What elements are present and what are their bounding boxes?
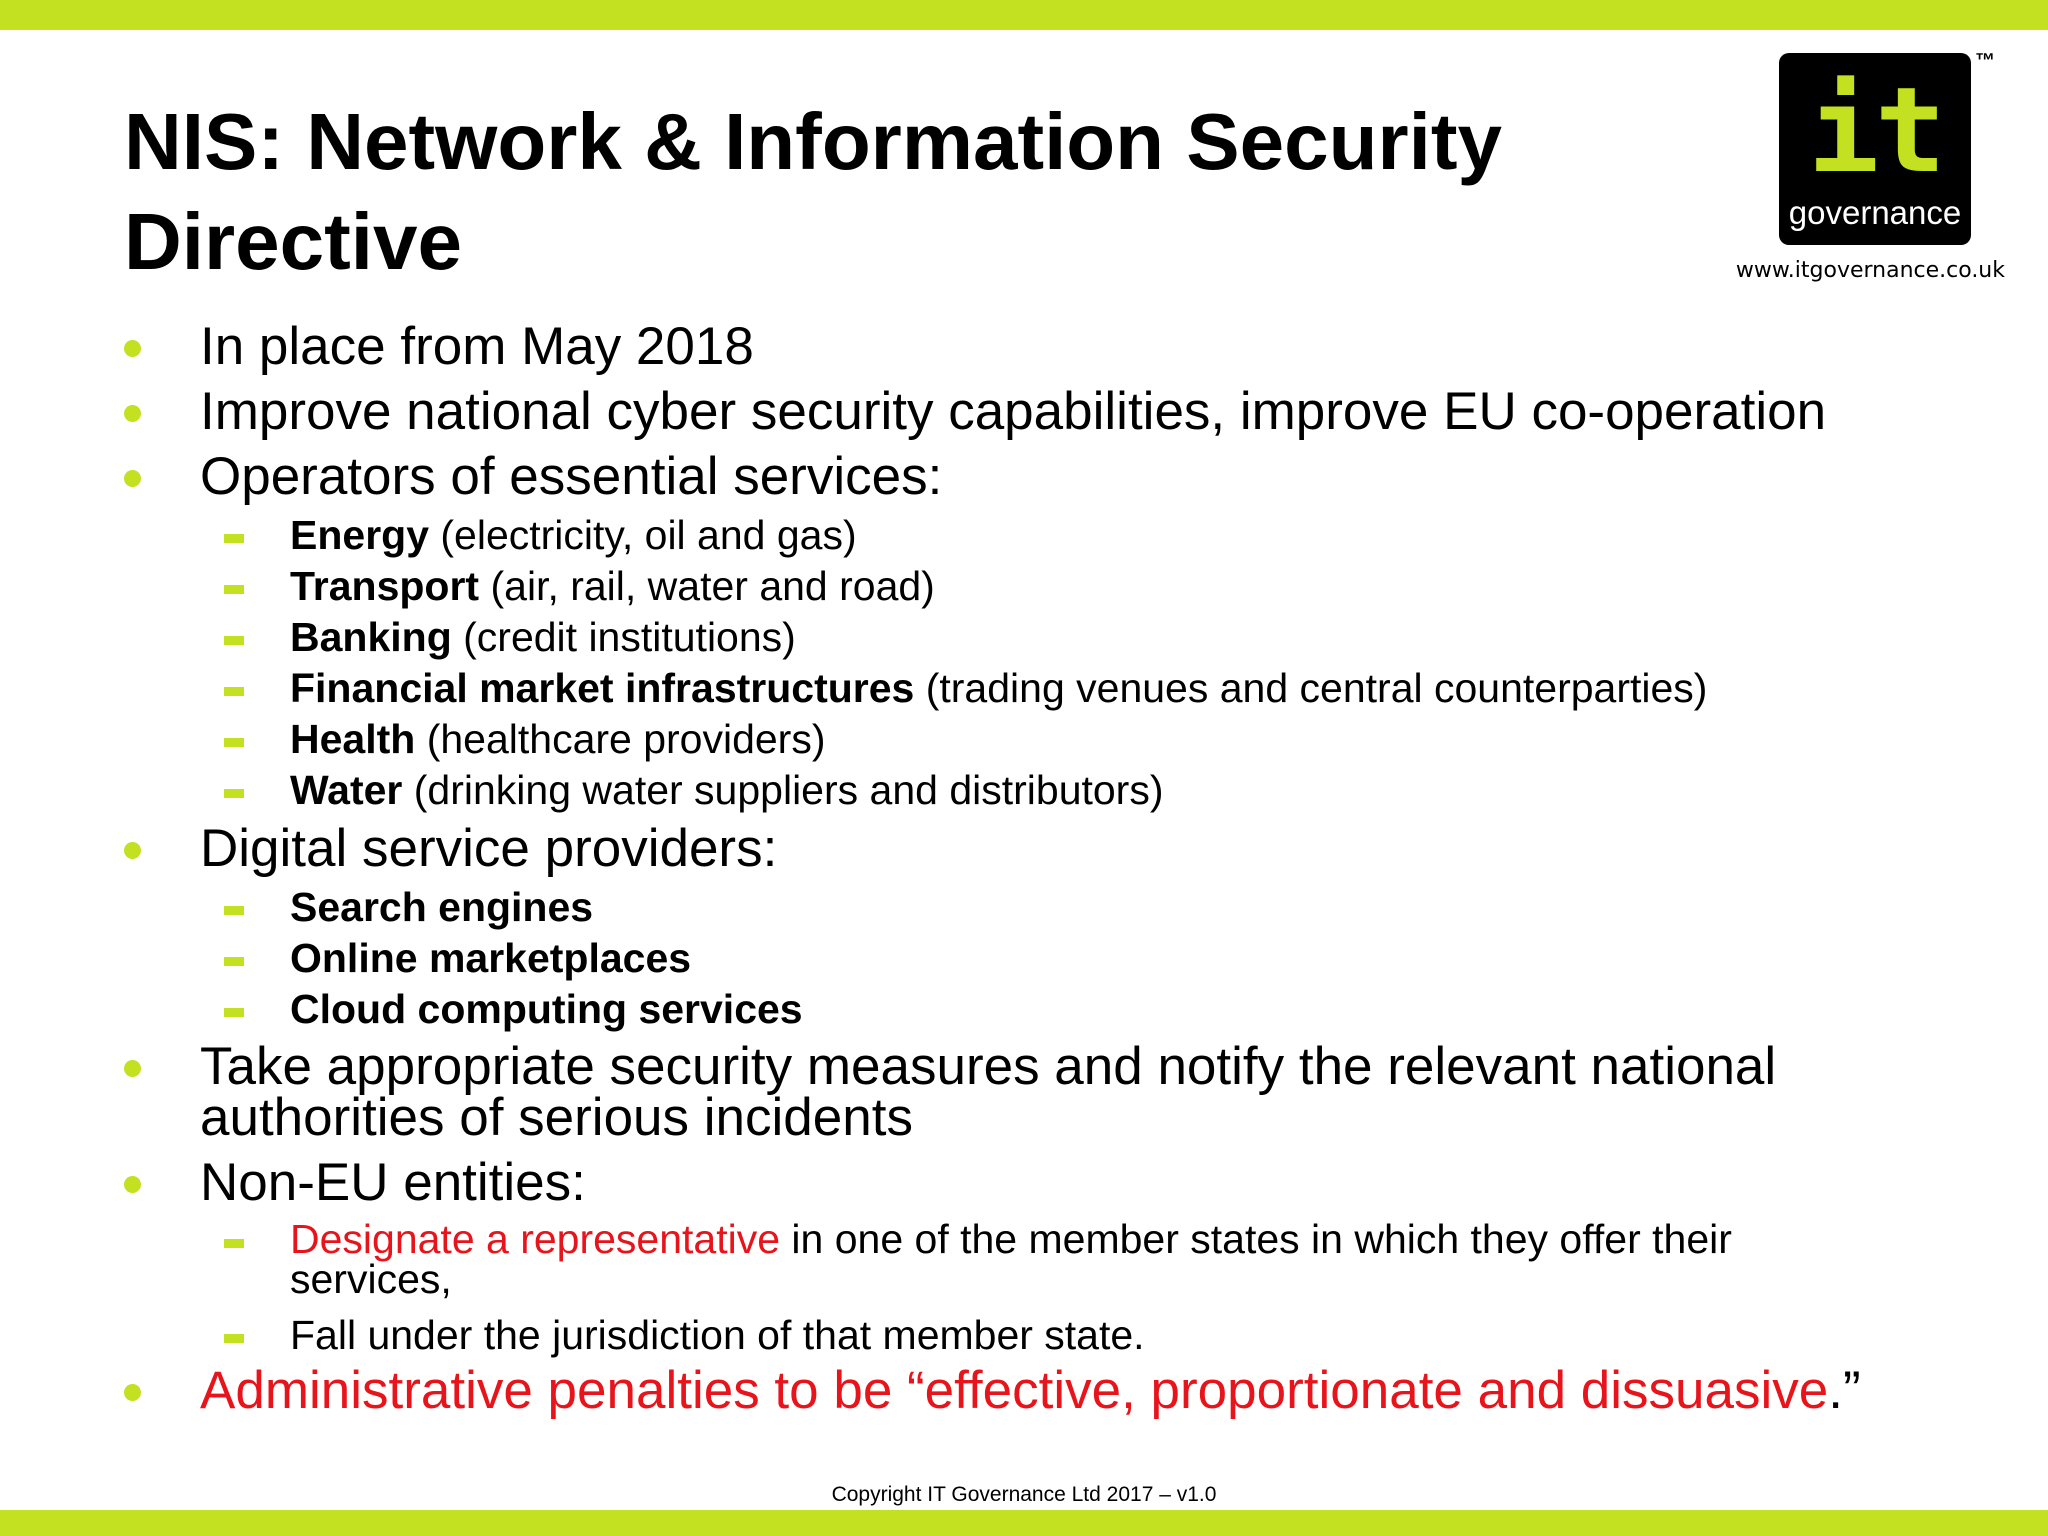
dash-bullet-icon [224,534,244,543]
highlighted-text: Administrative penalties to be “effective, proportionate and dissuasive [200,1361,1829,1420]
sector-name: Water [290,767,403,813]
sector-detail: (trading venues and central counterparties) [914,665,1708,711]
bullet-line-2: authorities of serious incidents [200,1088,913,1147]
sector-name: Energy [290,512,429,558]
slide-title: NIS: Network & Information Security Directive [124,97,1502,286]
dash-bullet-icon [224,687,244,696]
dash-bullet-icon [224,738,244,747]
sector-detail: (healthcare providers) [415,716,826,762]
sector-detail: (air, rail, water and road) [479,563,935,609]
website-url: www.itgovernance.co.uk [1735,258,2005,283]
sector-name: Banking [290,614,452,660]
service-name: Cloud computing services [290,986,803,1032]
bullet-dot-icon [124,470,141,487]
sector-detail: (electricity, oil and gas) [429,512,857,558]
copyright-footer: Copyright IT Governance Ltd 2017 – v1.0 [831,1483,1217,1506]
sector-name: Health [290,716,416,762]
dash-bullet-icon [224,957,244,966]
bottom-accent-bar [0,1510,2048,1536]
dash-bullet-icon [224,636,244,645]
dash-bullet-icon [224,906,244,915]
service-name: Online marketplaces [290,935,692,981]
sector-name: Financial market infrastructures [290,665,915,711]
bullet-dot-icon [124,842,141,859]
sector-detail: (credit institutions) [451,614,796,660]
logo-glyph: it [1807,61,1943,199]
bullet-dot-icon [124,1060,141,1077]
dash-bullet-icon [224,1334,244,1343]
logo-wordmark: governance [1788,194,1962,231]
dash-bullet-icon [224,585,244,594]
trademark-symbol: ™ [1975,50,1995,72]
bullet-dot-icon [124,340,141,357]
service-name: Search engines [290,884,594,930]
it-governance-logo [1779,53,1971,245]
bullet-line-1: Take appropriate security measures and notify the relevant national [200,1037,1777,1096]
dash-bullet-icon [224,1008,244,1017]
dash-bullet-icon [224,789,244,798]
dash-bullet-icon [224,1239,244,1248]
top-accent-bar [0,0,2048,30]
sector-name: Transport [290,563,480,609]
highlighted-text: Designate a representative [290,1216,781,1262]
sector-detail: (drinking water suppliers and distributors) [402,767,1164,813]
bullet-dot-icon [124,1176,141,1193]
bullet-dot-icon [124,1384,141,1401]
bullet-dot-icon [124,405,141,422]
